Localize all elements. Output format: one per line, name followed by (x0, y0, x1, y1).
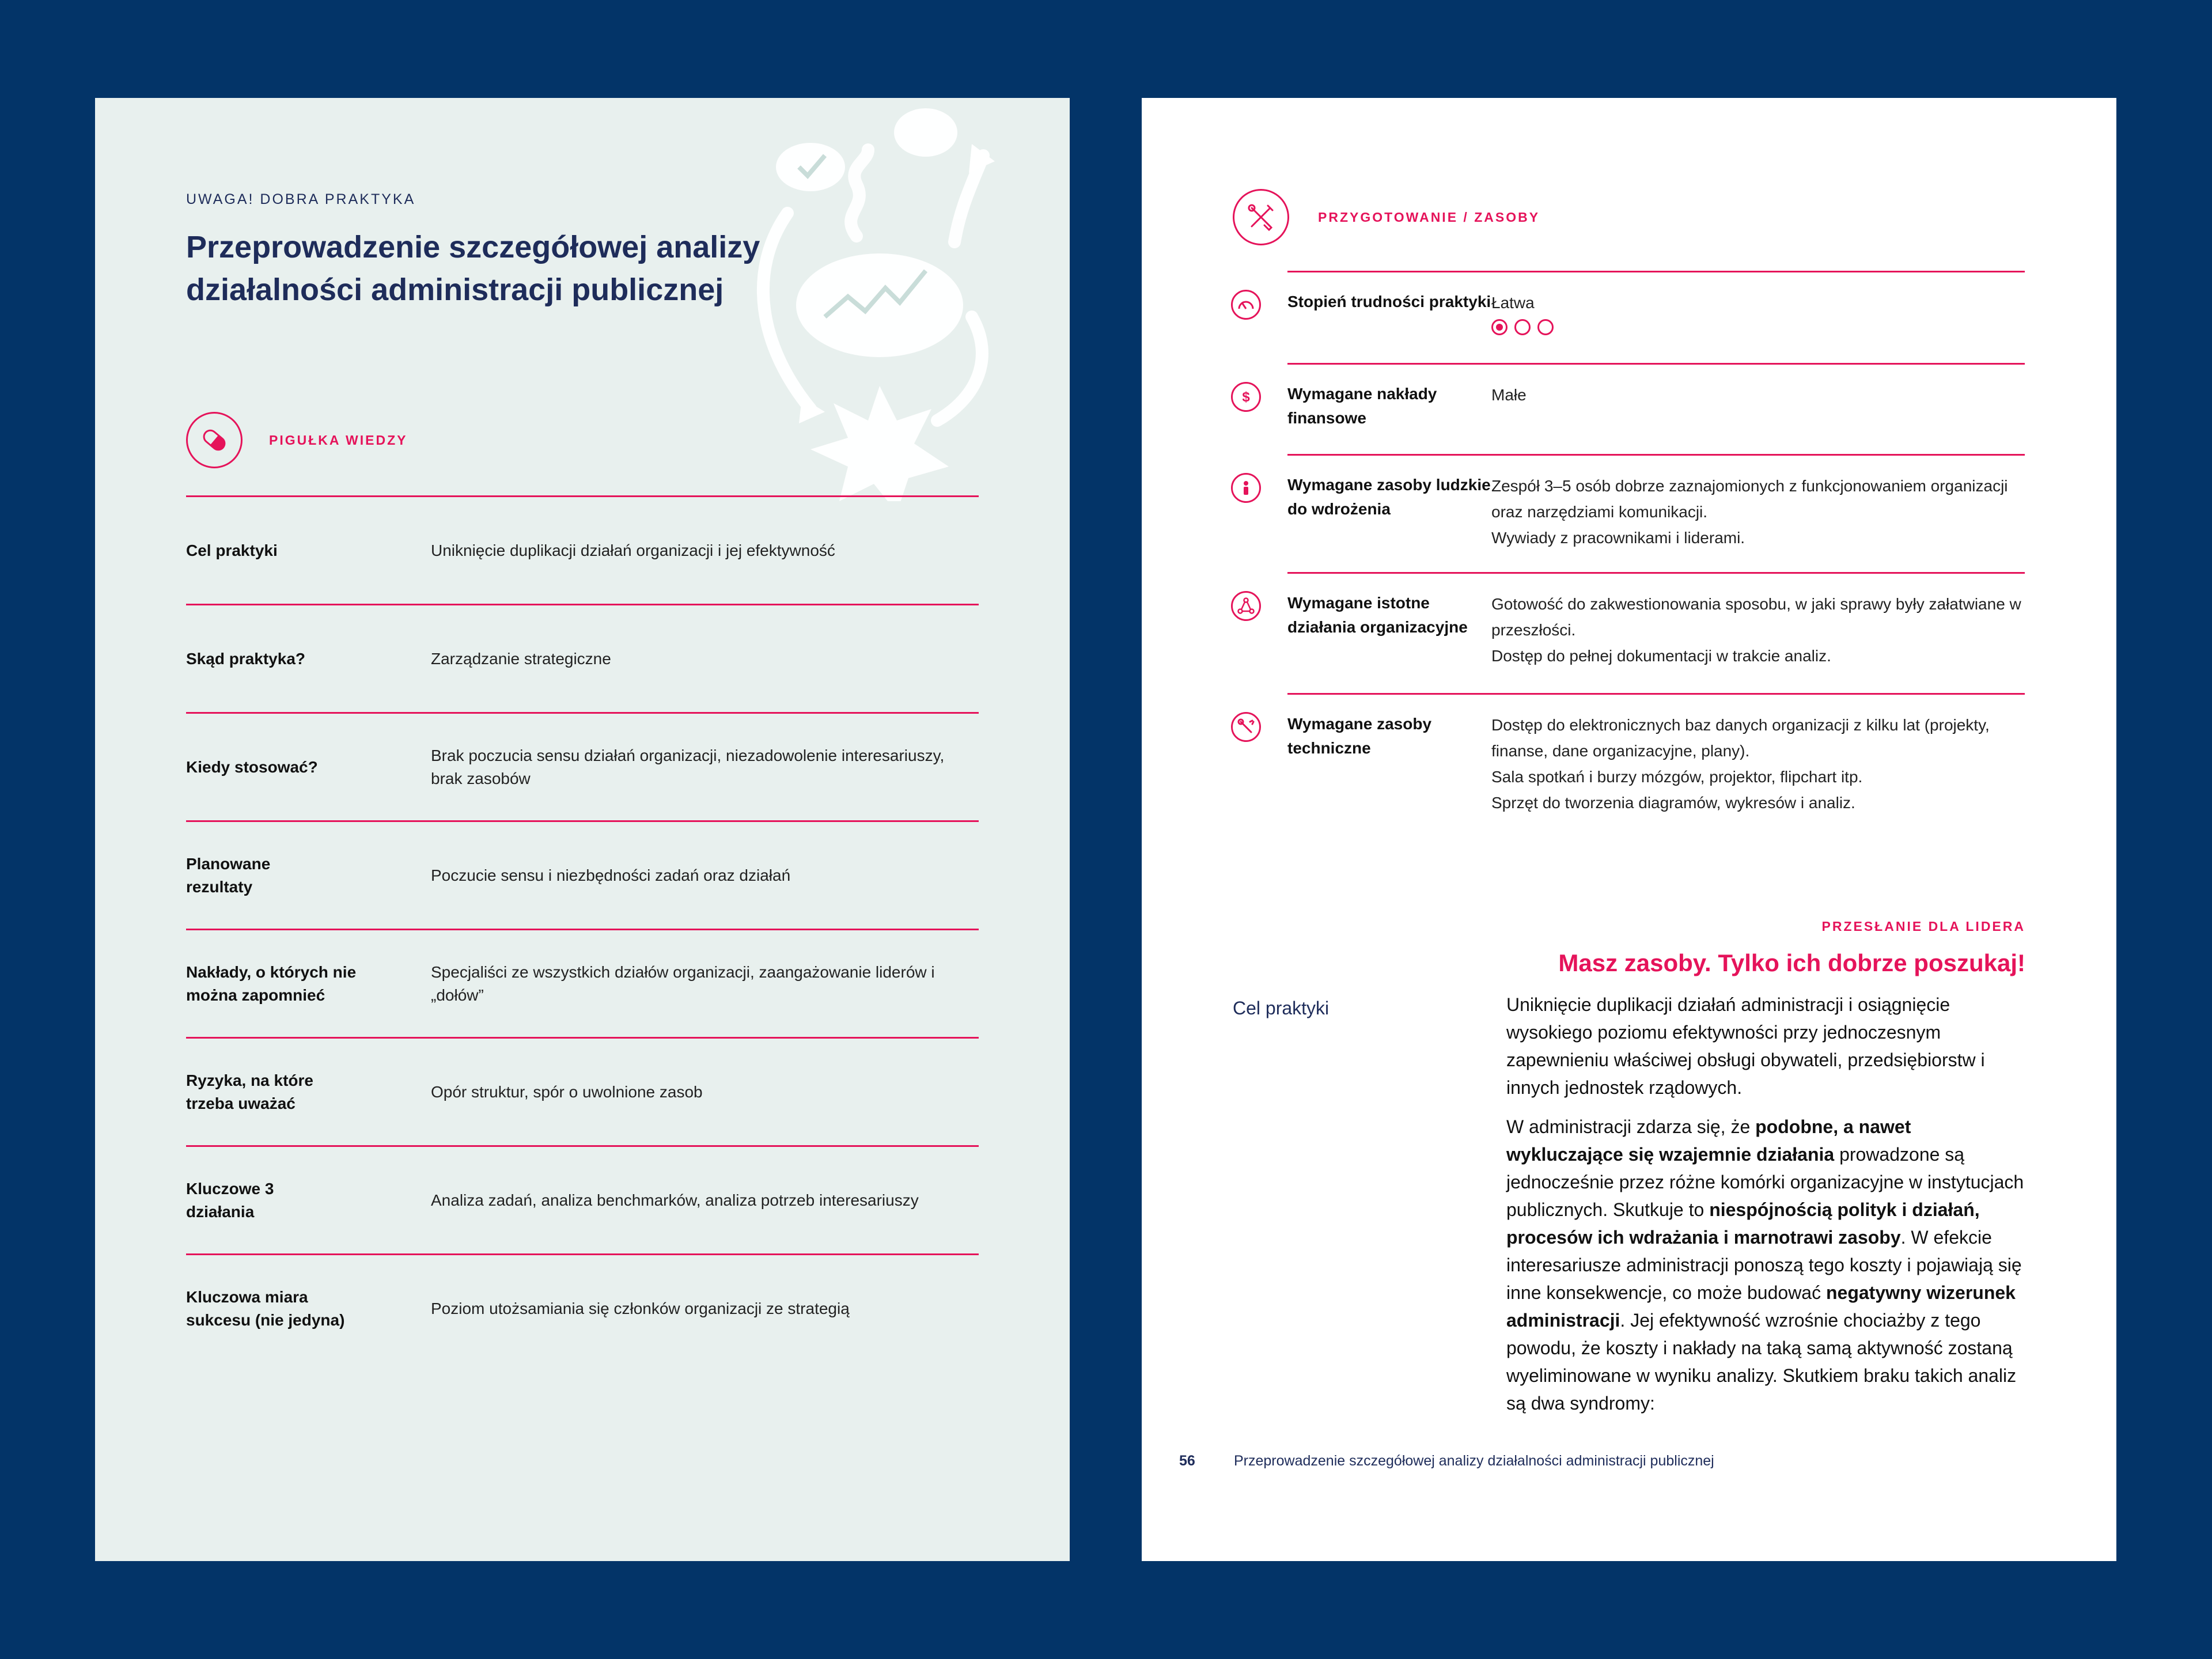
pill-icon (186, 412, 243, 468)
value-line: Dostęp do elektronicznych baz danych organizacji z kilku lat (projekty, finanse, dane organizacyjne, plany). (1491, 716, 1990, 760)
table-row (1287, 693, 2025, 825)
value-line: Małe (1491, 386, 1527, 404)
table-row (1287, 572, 2025, 693)
table-row (186, 1253, 979, 1362)
row-value: Specjaliści ze wszystkich działów organizacji, zaangażowanie liderów i „dołów” (431, 963, 935, 1004)
rating-dot-filled (1491, 319, 1508, 335)
goal-label: Cel praktyki (1233, 998, 1330, 1018)
table-row (186, 712, 979, 820)
person-icon (1231, 473, 1261, 503)
row-label: Kluczowa miara sukcesu (nie jedyna) (186, 1287, 345, 1329)
row-label: Stopień trudności praktyki (1287, 293, 1491, 310)
row-label: Ryzyka, na które trzeba uważać (186, 1071, 313, 1112)
row-label: Wymagane zasoby techniczne (1287, 715, 1432, 757)
money-icon (1231, 382, 1261, 412)
row-value: Brak poczucia sensu działań organizacji, niezadowolenie interesariuszy, brak zasobów (431, 746, 945, 787)
tools-icon (1233, 189, 1289, 245)
network-icon (1231, 591, 1261, 621)
row-label: Kluczowe 3 działania (186, 1179, 274, 1221)
row-label: Skąd praktyka? (186, 649, 305, 668)
row-label: Wymagane istotne działania organizacyjne (1287, 594, 1468, 636)
bold-span: negatywny wizerunek administracji (1506, 1282, 2016, 1331)
row-value: Opór struktur, spór o uwolnione zasob (431, 1082, 703, 1101)
row-label: Nakłady, o których nie można zapomnieć (186, 963, 357, 1004)
resources-table (1242, 271, 2025, 825)
preparation-header (1233, 189, 1540, 245)
svg-text:$: $ (1242, 389, 1250, 405)
row-value (1491, 365, 2025, 454)
table-row (186, 495, 979, 604)
table-row (186, 1037, 979, 1145)
section-label: PIGUŁKA WIEDZY (269, 432, 408, 448)
page-footer (1179, 1453, 1714, 1469)
row-value (1491, 272, 2025, 363)
rating-dot-empty (1514, 319, 1531, 335)
table-row (186, 820, 979, 929)
table-row (186, 1145, 979, 1253)
facts-table (186, 495, 979, 1362)
difficulty-value: Łatwa (1491, 294, 1535, 312)
page-title: Przeprowadzenie szczegółowej analizy działalności administracji publicznej (186, 230, 760, 307)
row-value (1491, 456, 2025, 572)
knowledge-pill-header (186, 412, 407, 468)
row-label: Planowane rezultaty (186, 854, 271, 896)
row-value: Poziom utożsamiania się członków organizacji ze strategią (431, 1299, 850, 1317)
row-value: Uniknięcie duplikacji działań organizacji i jej efektywność (431, 541, 835, 559)
value-line: Zespół 3–5 osób dobrze zaznajomionych z funkcjonowaniem organizacji oraz narzędziami komunikacji. (1491, 477, 2008, 521)
row-label: Kiedy stosować? (186, 757, 318, 776)
rating-dot-empty (1537, 319, 1554, 335)
row-value (1491, 574, 2025, 693)
goal-paragraph: Uniknięcie duplikacji działań administracji i osiągnięcie wysokiego poziomu efektywności przy jednoczesnym zapewnieniu właściwej obsługi obywateli, przedsiębiorstw i innych jednostek rządowych. (1506, 994, 1985, 1098)
text-span: . Jej efektywność wzrośnie chociażby z tego powodu, że koszty i nakłady na taką samą aktywność zostaną wyeliminowane w wyniku analizy. Skutkiem braku takich analiz są dwa syndromy: (1506, 1310, 2017, 1414)
row-label: Wymagane zasoby ludzkie do wdrożenia (1287, 476, 1491, 518)
text-span: W administracji zdarza się, że (1506, 1116, 1756, 1137)
bold-span: niespójnością polityk i działań, procesów ich wdrażania i marnotrawi zasoby (1506, 1199, 1980, 1248)
leader-title: Masz zasoby. Tylko ich dobrze poszukaj! (1558, 949, 2025, 976)
row-value: Poczucie sensu i niezbędności zadań oraz działań (431, 866, 791, 884)
eyebrow-label: UWAGA! DOBRA PRAKTYKA (186, 191, 416, 207)
row-value: Zarządzanie strategiczne (431, 649, 611, 668)
bold-span: podobne, a nawet wykluczające się wzajemnie działania (1506, 1116, 1911, 1165)
value-line: Dostęp do pełnej dokumentacji w trakcie analiz. (1491, 647, 1831, 665)
wrench-icon (1231, 712, 1261, 742)
value-line: Sprzęt do tworzenia diagramów, wykresów i analiz. (1491, 794, 1855, 812)
table-row (1242, 363, 2025, 454)
row-label: Cel praktyki (186, 541, 278, 559)
table-row (1287, 271, 2025, 363)
page-number: 56 (1179, 1453, 1195, 1469)
row-value (1491, 695, 2025, 825)
difficulty-rating (1491, 319, 2025, 335)
table-row (186, 929, 979, 1037)
footer-title: Przeprowadzenie szczegółowej analizy działalności administracji publicznej (1234, 1453, 1714, 1469)
section-label: PRZYGOTOWANIE / ZASOBY (1318, 209, 1540, 225)
value-line: Sala spotkań i burzy mózgów, projektor, flipchart itp. (1491, 768, 1863, 786)
row-value: Analiza zadań, analiza benchmarków, analiza potrzeb interesariuszy (431, 1191, 919, 1209)
text-span: . W efekcie interesariusze administracji ponoszą tego koszty i pojawiają się inne konsekwencje, co może budować (1506, 1227, 2022, 1303)
value-line: Wywiady z pracownikami i liderami. (1491, 529, 1745, 547)
text-span: prowadzone są jednocześnie przez różne komórki organizacyjne w instytucjach publicznych. Skutkuje to (1506, 1144, 2024, 1220)
gauge-icon (1231, 290, 1261, 320)
left-page (95, 98, 1070, 1561)
leader-eyebrow: PRZESŁANIE DLA LIDERA (1821, 919, 2025, 934)
value-line: Gotowość do zakwestionowania sposobu, w jaki sprawy były załatwiane w przeszłości. (1491, 595, 2021, 639)
right-page (1142, 98, 2116, 1561)
goal-paragraph (1506, 1113, 2031, 1417)
table-row (186, 604, 979, 712)
row-label: Wymagane nakłady finansowe (1287, 385, 1437, 427)
table-row (1287, 454, 2025, 572)
goal-body (1506, 991, 2031, 1429)
